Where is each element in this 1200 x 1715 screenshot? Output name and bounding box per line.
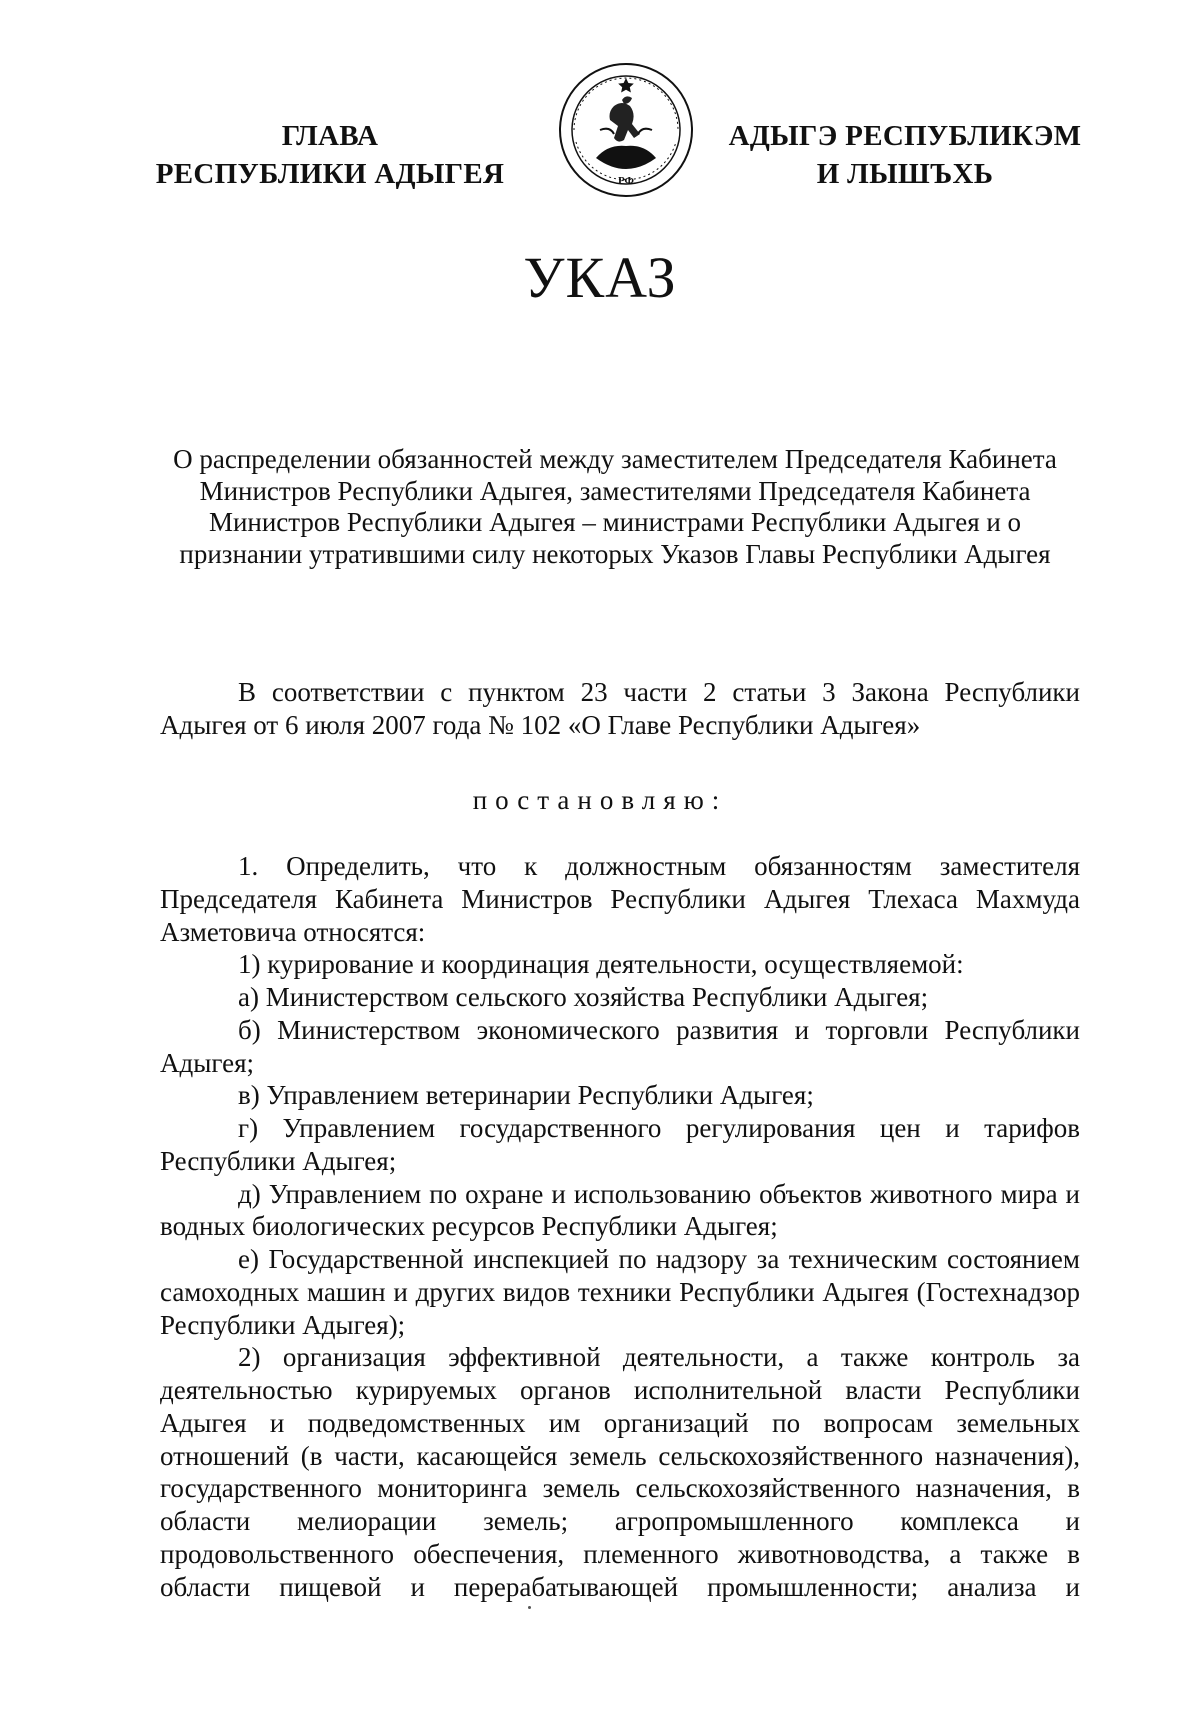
preamble-line2: Адыгея от 6 июля 2007 года № 102 «О Главе Республики Адыгея» [160, 710, 921, 740]
document-body [160, 850, 1080, 1603]
paragraph-1-1: 1) курирование и координация деятельности, осуществляемой: [238, 949, 964, 980]
document-type: УКАЗ [523, 245, 677, 310]
paragraph-1-1-a: а) Министерством сельского хозяйства Республики Адыгея; [238, 982, 929, 1012]
scan-speck [528, 1606, 531, 1609]
header-right-line2: И ЛЫШЪХЬ [816, 158, 994, 190]
header-right [720, 117, 1090, 193]
coat-of-arms-emblem-icon [556, 60, 696, 200]
paragraph-1-1-d: д) Управлением по охране и использованию объектов животного мира и водных биологических ресурсов Республики Адыгея; [160, 1178, 1080, 1242]
paragraph-1: 1. Определить, что к должностным обязанностям заместителя Председателя Кабинета Министров Республики Адыгея Тлехаса Махмуда Азметовича относятся: [160, 851, 1080, 947]
paragraph-1-1-v: в) Управлением ветеринарии Республики Адыгея; [238, 1080, 814, 1111]
paragraph-1-1-e: е) Государственной инспекцией по надзору за техническим состоянием самоходных машин и других видов техники Республики Адыгея (Гостехнадзор Республики Адыгея); [160, 1244, 1080, 1340]
document-title: О распределении обязанностей между заместителем Председателя Кабинета Министров Республики Адыгея, заместителями Председателя Кабинета Министров Республики Адыгея – министрами Республики Адыгея и о признании утратившими силу некоторых Указов Главы Республики Адыгея [173, 444, 1057, 569]
paragraph-1-1-b: б) Министерством экономического развития и торговли Республики Адыгея; [160, 1014, 1080, 1078]
paragraph-1-1-g: г) Управлением государственного регулирования цен и тарифов Республики Адыгея; [160, 1113, 1080, 1176]
preamble-line1: В соответствии с пунктом 23 части 2 статьи 3 Закона Республики [238, 677, 1080, 707]
header-left-line1: ГЛАВА [281, 120, 379, 152]
header-right-line1: АДЫГЭ РЕСПУБЛИКЭМ [728, 120, 1082, 152]
header-left [140, 117, 520, 193]
paragraph-1-2: 2) организация эффективной деятельности, а также контроль за деятельностью курируемых органов исполнительной власти Республики Адыгея и подведомственных им организаций по вопросам земельных отношений (в части, касающейся земель сельскохозяйственного назначения), государственного мониторинга земель сельскохозяйственного назначения, в области мелиорации земель; агропромышленного комплекса и продовольственного обеспечения, племенного животноводства, а также в области пищевой и перерабатывающей промышленности; анализа и [160, 1342, 1080, 1602]
preamble [160, 676, 1080, 742]
emblem-bottom-text: РФ [618, 175, 634, 187]
header-left-line2: РЕСПУБЛИКИ АДЫГЕЯ [155, 158, 505, 190]
decree-word: постановляю: [472, 785, 728, 815]
